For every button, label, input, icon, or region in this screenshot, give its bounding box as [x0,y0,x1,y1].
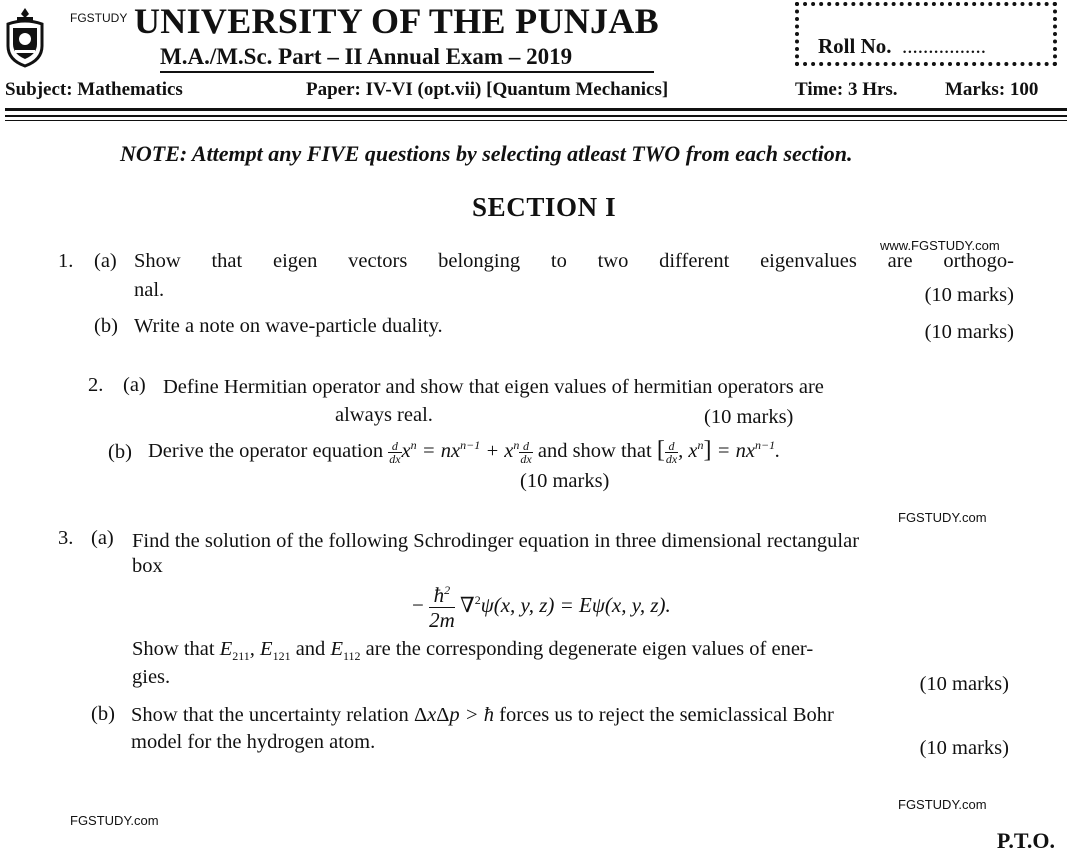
question-text: gies. [132,666,171,688]
schrodinger-equation: − $\frac{ħ^2}{2m}$ ∇$^2$ψ(x, y, z) = Eψ(x, y, z). [412,578,671,632]
question-text: Write a note on wave-particle duality. [134,315,443,337]
question-number: 3. [58,527,74,549]
subject: Subject: Mathematics [5,79,183,100]
question-part-label: (a) [91,527,114,549]
section-title: SECTION I [472,192,617,222]
energy-level: $E_{112}$ [330,638,361,664]
watermark: FGSTUDY.com [70,813,159,828]
exam-title-underline [160,71,654,73]
watermark: FGSTUDY.com [898,510,987,525]
exam-time: Time: 3 Hrs. [795,79,898,100]
question-number: 2. [88,374,104,396]
watermark: www.FGSTUDY.com [880,238,1000,253]
header-divider [5,120,1067,121]
exam-title: M.A./M.Sc. Part – II Annual Exam – 2019 [160,44,573,69]
question-text: nal. [134,279,165,301]
university-crest-icon [4,6,46,68]
question-text [132,638,813,664]
paper-title: Paper: IV-VI (opt.vii) [Quantum Mechanics] [306,79,669,100]
question-marks: (10 marks) [704,406,794,428]
question-text-part: and show that [537,440,652,462]
question-part-label: (b) [91,703,115,725]
question-text-part: Show that the uncertainty relation [131,704,409,726]
total-marks: Marks: 100 [945,79,1039,100]
question-text: Find the solution of the following Schrodinger equation in three dimensional rectangular [132,530,860,552]
energy-level: $E_{211}$, [219,638,255,664]
header-divider [5,108,1067,111]
question-text: model for the hydrogen atom. [131,731,376,753]
question-text-part: and [295,638,326,660]
question-text-part: forces us to reject the semiclassical Bohr [499,704,834,726]
question-text: box [132,555,163,577]
question-part-label: (b) [108,441,132,463]
question-text [131,704,834,727]
question-marks: (10 marks) [919,737,1009,759]
question-text: Define Hermitian operator and show that eigen values of hermitian operators are [163,376,824,398]
watermark: FGSTUDY.com [898,797,987,812]
roll-number-label: Roll No. [818,34,892,58]
question-part-label: (a) [94,250,117,272]
question-text: always real. [335,404,433,426]
question-marks: (10 marks) [520,470,610,492]
uncertainty-relation: ΔxΔp > ħ [413,704,495,726]
commutator-equation: [ $\frac{d}{dx}$ , $x^n] = nx^{n-1}$. [656,437,781,466]
question-text-part: Derive the operator equation [148,440,384,462]
question-marks: (10 marks) [919,673,1009,695]
page-turn-over: P.T.O. [996,828,1055,853]
roll-number-field: ................ [902,34,986,58]
question-number: 1. [58,250,74,272]
question-marks: (10 marks) [924,284,1014,306]
question-part-label: (b) [94,315,118,337]
exam-note: NOTE: Attempt any FIVE questions by selecting atleast TWO from each section. [120,141,853,166]
question-text-part: Show that [132,638,215,660]
operator-equation: $\frac{d}{dx}$ $x^n = nx^{n-1} + x^n$ $\frac{d}{dx}$ [389,438,532,466]
header-divider [5,115,1067,117]
question-part-label: (a) [123,374,146,396]
energy-level: $E_{121}$ [260,638,291,664]
university-title: UNIVERSITY OF THE PUNJAB [134,1,659,41]
question-marks: (10 marks) [924,321,1014,343]
question-text-part: are the corresponding degenerate eigen values of ener- [365,638,814,660]
question-text [148,437,780,465]
watermark-top: FGSTUDY [70,11,128,25]
question-text: Show that eigen vectors belonging to two different eigenvalues are orthogo- [134,250,1014,272]
